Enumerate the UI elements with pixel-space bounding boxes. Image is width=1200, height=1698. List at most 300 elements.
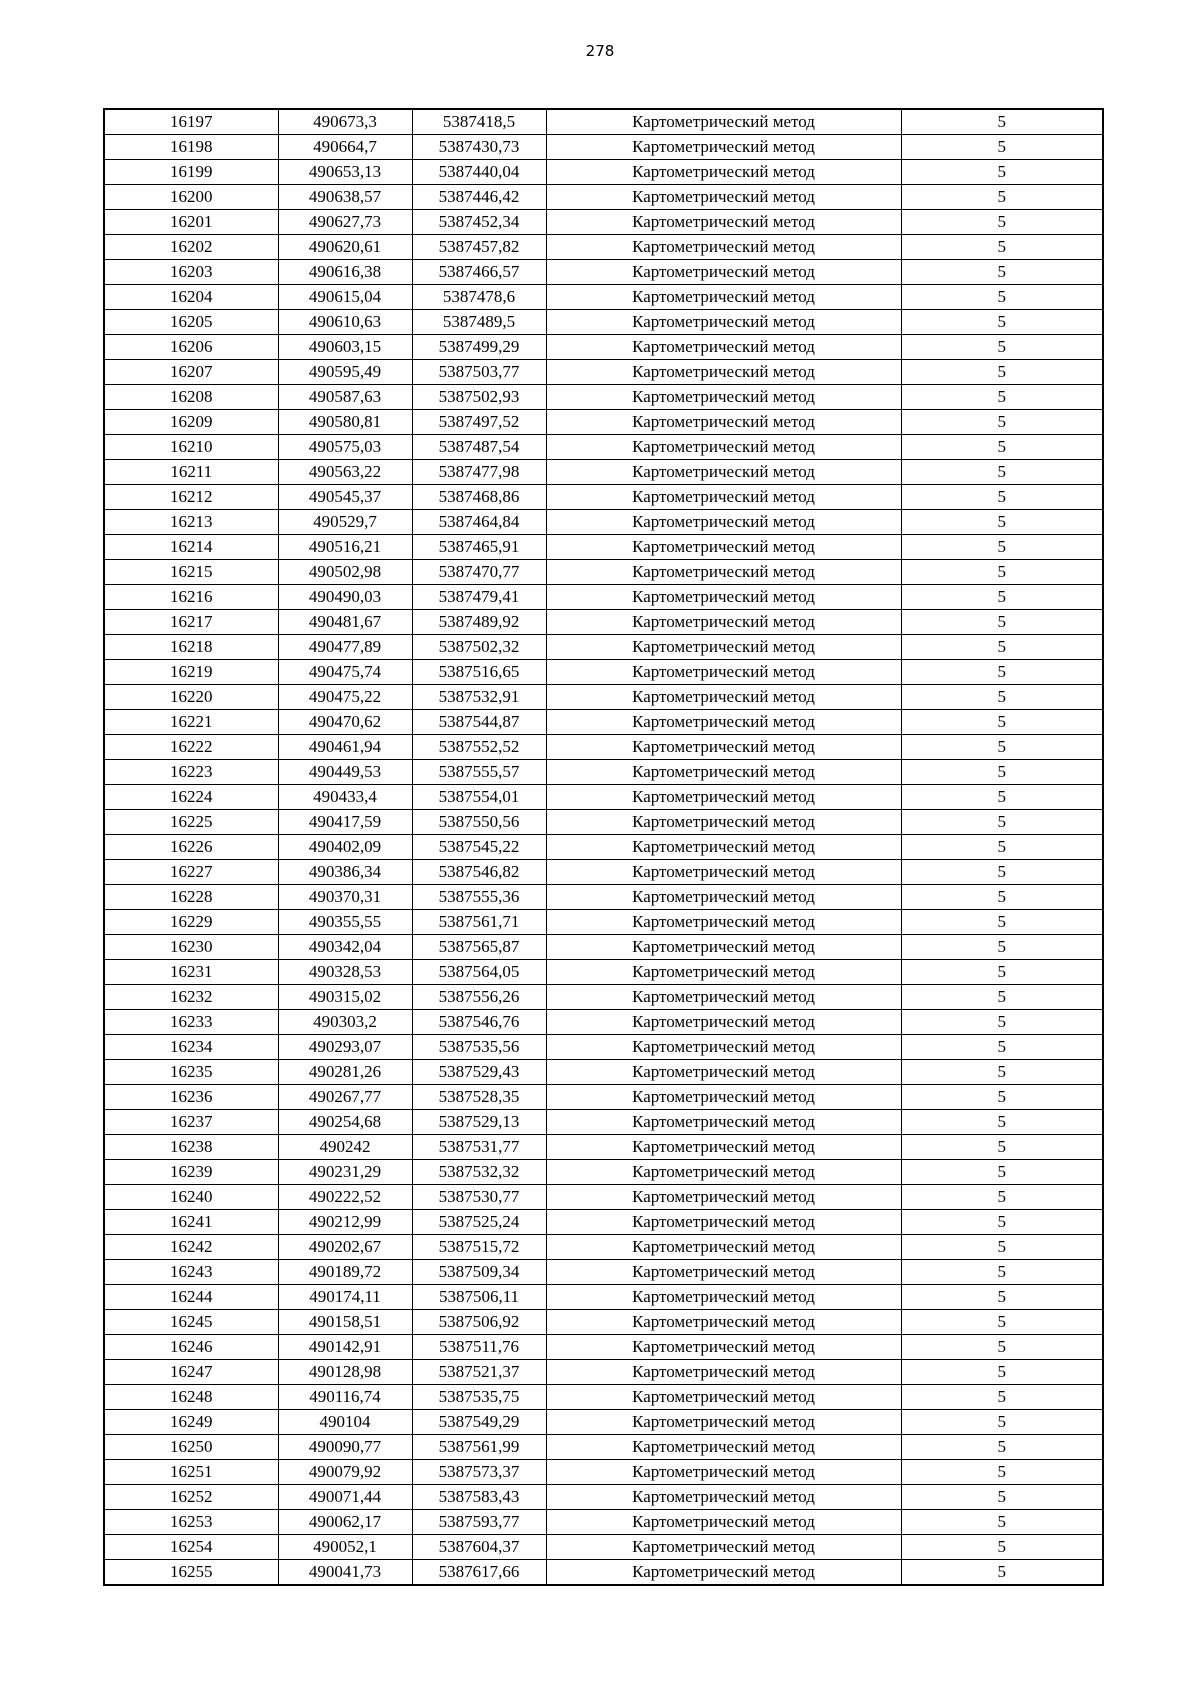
x-coordinate-cell: 490355,55 <box>278 910 412 935</box>
table-row <box>104 835 1103 860</box>
accuracy-cell: 5 <box>901 1385 1103 1410</box>
y-coordinate-cell: 5387511,76 <box>412 1335 546 1360</box>
y-coordinate-cell: 5387506,92 <box>412 1310 546 1335</box>
method-cell: Картометрический метод <box>546 1510 901 1535</box>
accuracy-cell: 5 <box>901 810 1103 835</box>
method-cell: Картометрический метод <box>546 1085 901 1110</box>
point-number-cell: 16217 <box>104 610 278 635</box>
x-coordinate-cell: 490529,7 <box>278 510 412 535</box>
point-number-cell: 16221 <box>104 710 278 735</box>
table-row <box>104 1335 1103 1360</box>
table-row <box>104 235 1103 260</box>
x-coordinate-cell: 490189,72 <box>278 1260 412 1285</box>
y-coordinate-cell: 5387554,01 <box>412 785 546 810</box>
y-coordinate-cell: 5387528,35 <box>412 1085 546 1110</box>
accuracy-cell: 5 <box>901 735 1103 760</box>
x-coordinate-cell: 490481,67 <box>278 610 412 635</box>
method-cell: Картометрический метод <box>546 1410 901 1435</box>
x-coordinate-cell: 490638,57 <box>278 185 412 210</box>
point-number-cell: 16207 <box>104 360 278 385</box>
y-coordinate-cell: 5387535,75 <box>412 1385 546 1410</box>
accuracy-cell: 5 <box>901 185 1103 210</box>
x-coordinate-cell: 490595,49 <box>278 360 412 385</box>
x-coordinate-cell: 490370,31 <box>278 885 412 910</box>
x-coordinate-cell: 490293,07 <box>278 1035 412 1060</box>
coordinates-table <box>103 108 1104 1586</box>
method-cell: Картометрический метод <box>546 1185 901 1210</box>
method-cell: Картометрический метод <box>546 660 901 685</box>
x-coordinate-cell: 490212,99 <box>278 1210 412 1235</box>
x-coordinate-cell: 490254,68 <box>278 1110 412 1135</box>
accuracy-cell: 5 <box>901 985 1103 1010</box>
x-coordinate-cell: 490342,04 <box>278 935 412 960</box>
point-number-cell: 16233 <box>104 1010 278 1035</box>
y-coordinate-cell: 5387561,99 <box>412 1435 546 1460</box>
y-coordinate-cell: 5387546,76 <box>412 1010 546 1035</box>
accuracy-cell: 5 <box>901 335 1103 360</box>
accuracy-cell: 5 <box>901 785 1103 810</box>
method-cell: Картометрический метод <box>546 1210 901 1235</box>
method-cell: Картометрический метод <box>546 1460 901 1485</box>
accuracy-cell: 5 <box>901 235 1103 260</box>
table-row <box>104 1185 1103 1210</box>
accuracy-cell: 5 <box>901 510 1103 535</box>
method-cell: Картометрический метод <box>546 1560 901 1586</box>
method-cell: Картометрический метод <box>546 260 901 285</box>
y-coordinate-cell: 5387545,22 <box>412 835 546 860</box>
y-coordinate-cell: 5387550,56 <box>412 810 546 835</box>
point-number-cell: 16216 <box>104 585 278 610</box>
y-coordinate-cell: 5387532,32 <box>412 1160 546 1185</box>
point-number-cell: 16198 <box>104 135 278 160</box>
y-coordinate-cell: 5387546,82 <box>412 860 546 885</box>
x-coordinate-cell: 490315,02 <box>278 985 412 1010</box>
y-coordinate-cell: 5387529,13 <box>412 1110 546 1135</box>
method-cell: Картометрический метод <box>546 160 901 185</box>
point-number-cell: 16248 <box>104 1385 278 1410</box>
method-cell: Картометрический метод <box>546 460 901 485</box>
table-row <box>104 1560 1103 1586</box>
x-coordinate-cell: 490433,4 <box>278 785 412 810</box>
point-number-cell: 16212 <box>104 485 278 510</box>
method-cell: Картометрический метод <box>546 1035 901 1060</box>
table-row <box>104 735 1103 760</box>
point-number-cell: 16227 <box>104 860 278 885</box>
point-number-cell: 16210 <box>104 435 278 460</box>
accuracy-cell: 5 <box>901 1460 1103 1485</box>
table-row <box>104 1210 1103 1235</box>
x-coordinate-cell: 490142,91 <box>278 1335 412 1360</box>
table-row <box>104 285 1103 310</box>
table-row <box>104 410 1103 435</box>
method-cell: Картометрический метод <box>546 1310 901 1335</box>
point-number-cell: 16234 <box>104 1035 278 1060</box>
accuracy-cell: 5 <box>901 560 1103 585</box>
accuracy-cell: 5 <box>901 109 1103 135</box>
method-cell: Картометрический метод <box>546 1160 901 1185</box>
table-row <box>104 1460 1103 1485</box>
method-cell: Картометрический метод <box>546 935 901 960</box>
accuracy-cell: 5 <box>901 1535 1103 1560</box>
point-number-cell: 16208 <box>104 385 278 410</box>
accuracy-cell: 5 <box>901 385 1103 410</box>
y-coordinate-cell: 5387529,43 <box>412 1060 546 1085</box>
table-row <box>104 1535 1103 1560</box>
point-number-cell: 16246 <box>104 1335 278 1360</box>
x-coordinate-cell: 490281,26 <box>278 1060 412 1085</box>
x-coordinate-cell: 490664,7 <box>278 135 412 160</box>
x-coordinate-cell: 490328,53 <box>278 960 412 985</box>
method-cell: Картометрический метод <box>546 610 901 635</box>
point-number-cell: 16197 <box>104 109 278 135</box>
method-cell: Картометрический метод <box>546 735 901 760</box>
y-coordinate-cell: 5387489,92 <box>412 610 546 635</box>
accuracy-cell: 5 <box>901 1360 1103 1385</box>
y-coordinate-cell: 5387532,91 <box>412 685 546 710</box>
table-row <box>104 1360 1103 1385</box>
accuracy-cell: 5 <box>901 1110 1103 1135</box>
y-coordinate-cell: 5387477,98 <box>412 460 546 485</box>
accuracy-cell: 5 <box>901 1035 1103 1060</box>
x-coordinate-cell: 490202,67 <box>278 1235 412 1260</box>
point-number-cell: 16231 <box>104 960 278 985</box>
point-number-cell: 16239 <box>104 1160 278 1185</box>
point-number-cell: 16237 <box>104 1110 278 1135</box>
table-row <box>104 160 1103 185</box>
y-coordinate-cell: 5387549,29 <box>412 1410 546 1435</box>
method-cell: Картометрический метод <box>546 685 901 710</box>
accuracy-cell: 5 <box>901 1335 1103 1360</box>
table-row <box>104 1260 1103 1285</box>
y-coordinate-cell: 5387464,84 <box>412 510 546 535</box>
x-coordinate-cell: 490158,51 <box>278 1310 412 1335</box>
table-row <box>104 535 1103 560</box>
method-cell: Картометрический метод <box>546 135 901 160</box>
y-coordinate-cell: 5387487,54 <box>412 435 546 460</box>
accuracy-cell: 5 <box>901 635 1103 660</box>
x-coordinate-cell: 490620,61 <box>278 235 412 260</box>
x-coordinate-cell: 490386,34 <box>278 860 412 885</box>
method-cell: Картометрический метод <box>546 1385 901 1410</box>
accuracy-cell: 5 <box>901 535 1103 560</box>
method-cell: Картометрический метод <box>546 635 901 660</box>
y-coordinate-cell: 5387466,57 <box>412 260 546 285</box>
y-coordinate-cell: 5387525,24 <box>412 1210 546 1235</box>
x-coordinate-cell: 490231,29 <box>278 1160 412 1185</box>
table-row <box>104 385 1103 410</box>
point-number-cell: 16247 <box>104 1360 278 1385</box>
accuracy-cell: 5 <box>901 210 1103 235</box>
x-coordinate-cell: 490128,98 <box>278 1360 412 1385</box>
method-cell: Картометрический метод <box>546 1260 901 1285</box>
point-number-cell: 16206 <box>104 335 278 360</box>
method-cell: Картометрический метод <box>546 485 901 510</box>
point-number-cell: 16236 <box>104 1085 278 1110</box>
y-coordinate-cell: 5387561,71 <box>412 910 546 935</box>
point-number-cell: 16205 <box>104 310 278 335</box>
point-number-cell: 16249 <box>104 1410 278 1435</box>
point-number-cell: 16220 <box>104 685 278 710</box>
method-cell: Картометрический метод <box>546 835 901 860</box>
x-coordinate-cell: 490563,22 <box>278 460 412 485</box>
x-coordinate-cell: 490303,2 <box>278 1010 412 1035</box>
y-coordinate-cell: 5387593,77 <box>412 1510 546 1535</box>
method-cell: Картометрический метод <box>546 360 901 385</box>
accuracy-cell: 5 <box>901 435 1103 460</box>
table-row <box>104 710 1103 735</box>
x-coordinate-cell: 490449,53 <box>278 760 412 785</box>
point-number-cell: 16240 <box>104 1185 278 1210</box>
point-number-cell: 16230 <box>104 935 278 960</box>
x-coordinate-cell: 490475,22 <box>278 685 412 710</box>
table-row <box>104 1235 1103 1260</box>
x-coordinate-cell: 490477,89 <box>278 635 412 660</box>
y-coordinate-cell: 5387440,04 <box>412 160 546 185</box>
point-number-cell: 16235 <box>104 1060 278 1085</box>
method-cell: Картометрический метод <box>546 1135 901 1160</box>
accuracy-cell: 5 <box>901 1185 1103 1210</box>
table-row <box>104 1410 1103 1435</box>
table-row <box>104 510 1103 535</box>
accuracy-cell: 5 <box>901 910 1103 935</box>
method-cell: Картометрический метод <box>546 285 901 310</box>
accuracy-cell: 5 <box>901 260 1103 285</box>
accuracy-cell: 5 <box>901 1410 1103 1435</box>
method-cell: Картометрический метод <box>546 185 901 210</box>
table-row <box>104 635 1103 660</box>
table-row <box>104 460 1103 485</box>
table-row <box>104 260 1103 285</box>
x-coordinate-cell: 490417,59 <box>278 810 412 835</box>
y-coordinate-cell: 5387470,77 <box>412 560 546 585</box>
table-row <box>104 960 1103 985</box>
y-coordinate-cell: 5387478,6 <box>412 285 546 310</box>
table-row <box>104 1060 1103 1085</box>
accuracy-cell: 5 <box>901 285 1103 310</box>
accuracy-cell: 5 <box>901 1285 1103 1310</box>
table-row <box>104 860 1103 885</box>
accuracy-cell: 5 <box>901 610 1103 635</box>
x-coordinate-cell: 490653,13 <box>278 160 412 185</box>
table-row <box>104 910 1103 935</box>
method-cell: Картометрический метод <box>546 1235 901 1260</box>
accuracy-cell: 5 <box>901 585 1103 610</box>
method-cell: Картометрический метод <box>546 1435 901 1460</box>
x-coordinate-cell: 490402,09 <box>278 835 412 860</box>
accuracy-cell: 5 <box>901 460 1103 485</box>
accuracy-cell: 5 <box>901 1260 1103 1285</box>
method-cell: Картометрический метод <box>546 810 901 835</box>
y-coordinate-cell: 5387509,34 <box>412 1260 546 1285</box>
accuracy-cell: 5 <box>901 1160 1103 1185</box>
method-cell: Картометрический метод <box>546 910 901 935</box>
y-coordinate-cell: 5387497,52 <box>412 410 546 435</box>
method-cell: Картометрический метод <box>546 1335 901 1360</box>
table-row <box>104 185 1103 210</box>
point-number-cell: 16225 <box>104 810 278 835</box>
point-number-cell: 16211 <box>104 460 278 485</box>
table-row <box>104 1035 1103 1060</box>
table-row <box>104 1310 1103 1335</box>
point-number-cell: 16215 <box>104 560 278 585</box>
point-number-cell: 16254 <box>104 1535 278 1560</box>
point-number-cell: 16253 <box>104 1510 278 1535</box>
accuracy-cell: 5 <box>901 660 1103 685</box>
method-cell: Картометрический метод <box>546 560 901 585</box>
table-row <box>104 485 1103 510</box>
y-coordinate-cell: 5387479,41 <box>412 585 546 610</box>
table-row <box>104 1510 1103 1535</box>
point-number-cell: 16199 <box>104 160 278 185</box>
y-coordinate-cell: 5387556,26 <box>412 985 546 1010</box>
point-number-cell: 16242 <box>104 1235 278 1260</box>
method-cell: Картометрический метод <box>546 785 901 810</box>
y-coordinate-cell: 5387502,93 <box>412 385 546 410</box>
accuracy-cell: 5 <box>901 1485 1103 1510</box>
method-cell: Картометрический метод <box>546 335 901 360</box>
point-number-cell: 16223 <box>104 760 278 785</box>
table-row <box>104 1010 1103 1035</box>
x-coordinate-cell: 490580,81 <box>278 410 412 435</box>
method-cell: Картометрический метод <box>546 1360 901 1385</box>
x-coordinate-cell: 490267,77 <box>278 1085 412 1110</box>
y-coordinate-cell: 5387565,87 <box>412 935 546 960</box>
point-number-cell: 16232 <box>104 985 278 1010</box>
page-number: 278 <box>585 42 615 60</box>
method-cell: Картометрический метод <box>546 985 901 1010</box>
point-number-cell: 16213 <box>104 510 278 535</box>
y-coordinate-cell: 5387452,34 <box>412 210 546 235</box>
point-number-cell: 16245 <box>104 1310 278 1335</box>
accuracy-cell: 5 <box>901 1435 1103 1460</box>
table-row <box>104 135 1103 160</box>
table-row <box>104 1110 1103 1135</box>
point-number-cell: 16243 <box>104 1260 278 1285</box>
point-number-cell: 16229 <box>104 910 278 935</box>
table-row <box>104 935 1103 960</box>
accuracy-cell: 5 <box>901 960 1103 985</box>
table-row <box>104 1160 1103 1185</box>
accuracy-cell: 5 <box>901 1060 1103 1085</box>
accuracy-cell: 5 <box>901 835 1103 860</box>
accuracy-cell: 5 <box>901 710 1103 735</box>
x-coordinate-cell: 490071,44 <box>278 1485 412 1510</box>
y-coordinate-cell: 5387555,36 <box>412 885 546 910</box>
method-cell: Картометрический метод <box>546 410 901 435</box>
method-cell: Картометрический метод <box>546 235 901 260</box>
accuracy-cell: 5 <box>901 485 1103 510</box>
table-row <box>104 1135 1103 1160</box>
y-coordinate-cell: 5387465,91 <box>412 535 546 560</box>
table-row <box>104 335 1103 360</box>
method-cell: Картометрический метод <box>546 585 901 610</box>
x-coordinate-cell: 490575,03 <box>278 435 412 460</box>
point-number-cell: 16250 <box>104 1435 278 1460</box>
x-coordinate-cell: 490079,92 <box>278 1460 412 1485</box>
table-row <box>104 1385 1103 1410</box>
point-number-cell: 16204 <box>104 285 278 310</box>
x-coordinate-cell: 490052,1 <box>278 1535 412 1560</box>
x-coordinate-cell: 490041,73 <box>278 1560 412 1586</box>
method-cell: Картометрический метод <box>546 885 901 910</box>
table-row <box>104 685 1103 710</box>
point-number-cell: 16251 <box>104 1460 278 1485</box>
table-row <box>104 1285 1103 1310</box>
accuracy-cell: 5 <box>901 860 1103 885</box>
method-cell: Картометрический метод <box>546 860 901 885</box>
x-coordinate-cell: 490610,63 <box>278 310 412 335</box>
y-coordinate-cell: 5387555,57 <box>412 760 546 785</box>
accuracy-cell: 5 <box>901 160 1103 185</box>
method-cell: Картометрический метод <box>546 535 901 560</box>
method-cell: Картометрический метод <box>546 1285 901 1310</box>
x-coordinate-cell: 490242 <box>278 1135 412 1160</box>
y-coordinate-cell: 5387489,5 <box>412 310 546 335</box>
x-coordinate-cell: 490673,3 <box>278 109 412 135</box>
accuracy-cell: 5 <box>901 1010 1103 1035</box>
y-coordinate-cell: 5387530,77 <box>412 1185 546 1210</box>
x-coordinate-cell: 490627,73 <box>278 210 412 235</box>
x-coordinate-cell: 490587,63 <box>278 385 412 410</box>
x-coordinate-cell: 490174,11 <box>278 1285 412 1310</box>
y-coordinate-cell: 5387468,86 <box>412 485 546 510</box>
method-cell: Картометрический метод <box>546 1110 901 1135</box>
x-coordinate-cell: 490603,15 <box>278 335 412 360</box>
accuracy-cell: 5 <box>901 1085 1103 1110</box>
point-number-cell: 16238 <box>104 1135 278 1160</box>
table-row <box>104 810 1103 835</box>
point-number-cell: 16224 <box>104 785 278 810</box>
accuracy-cell: 5 <box>901 1510 1103 1535</box>
point-number-cell: 16252 <box>104 1485 278 1510</box>
method-cell: Картометрический метод <box>546 1010 901 1035</box>
table-row <box>104 885 1103 910</box>
method-cell: Картометрический метод <box>546 960 901 985</box>
y-coordinate-cell: 5387552,52 <box>412 735 546 760</box>
method-cell: Картометрический метод <box>546 435 901 460</box>
table-row <box>104 1485 1103 1510</box>
accuracy-cell: 5 <box>901 885 1103 910</box>
accuracy-cell: 5 <box>901 1310 1103 1335</box>
point-number-cell: 16228 <box>104 885 278 910</box>
y-coordinate-cell: 5387604,37 <box>412 1535 546 1560</box>
point-number-cell: 16255 <box>104 1560 278 1586</box>
y-coordinate-cell: 5387457,82 <box>412 235 546 260</box>
point-number-cell: 16226 <box>104 835 278 860</box>
table-row <box>104 785 1103 810</box>
table-row <box>104 985 1103 1010</box>
y-coordinate-cell: 5387516,65 <box>412 660 546 685</box>
x-coordinate-cell: 490616,38 <box>278 260 412 285</box>
x-coordinate-cell: 490461,94 <box>278 735 412 760</box>
x-coordinate-cell: 490545,37 <box>278 485 412 510</box>
x-coordinate-cell: 490470,62 <box>278 710 412 735</box>
accuracy-cell: 5 <box>901 310 1103 335</box>
table-row <box>104 660 1103 685</box>
point-number-cell: 16203 <box>104 260 278 285</box>
point-number-cell: 16222 <box>104 735 278 760</box>
x-coordinate-cell: 490475,74 <box>278 660 412 685</box>
table-row <box>104 310 1103 335</box>
y-coordinate-cell: 5387506,11 <box>412 1285 546 1310</box>
table-row <box>104 109 1103 135</box>
point-number-cell: 16218 <box>104 635 278 660</box>
method-cell: Картометрический метод <box>546 109 901 135</box>
accuracy-cell: 5 <box>901 1210 1103 1235</box>
x-coordinate-cell: 490615,04 <box>278 285 412 310</box>
y-coordinate-cell: 5387583,43 <box>412 1485 546 1510</box>
x-coordinate-cell: 490516,21 <box>278 535 412 560</box>
